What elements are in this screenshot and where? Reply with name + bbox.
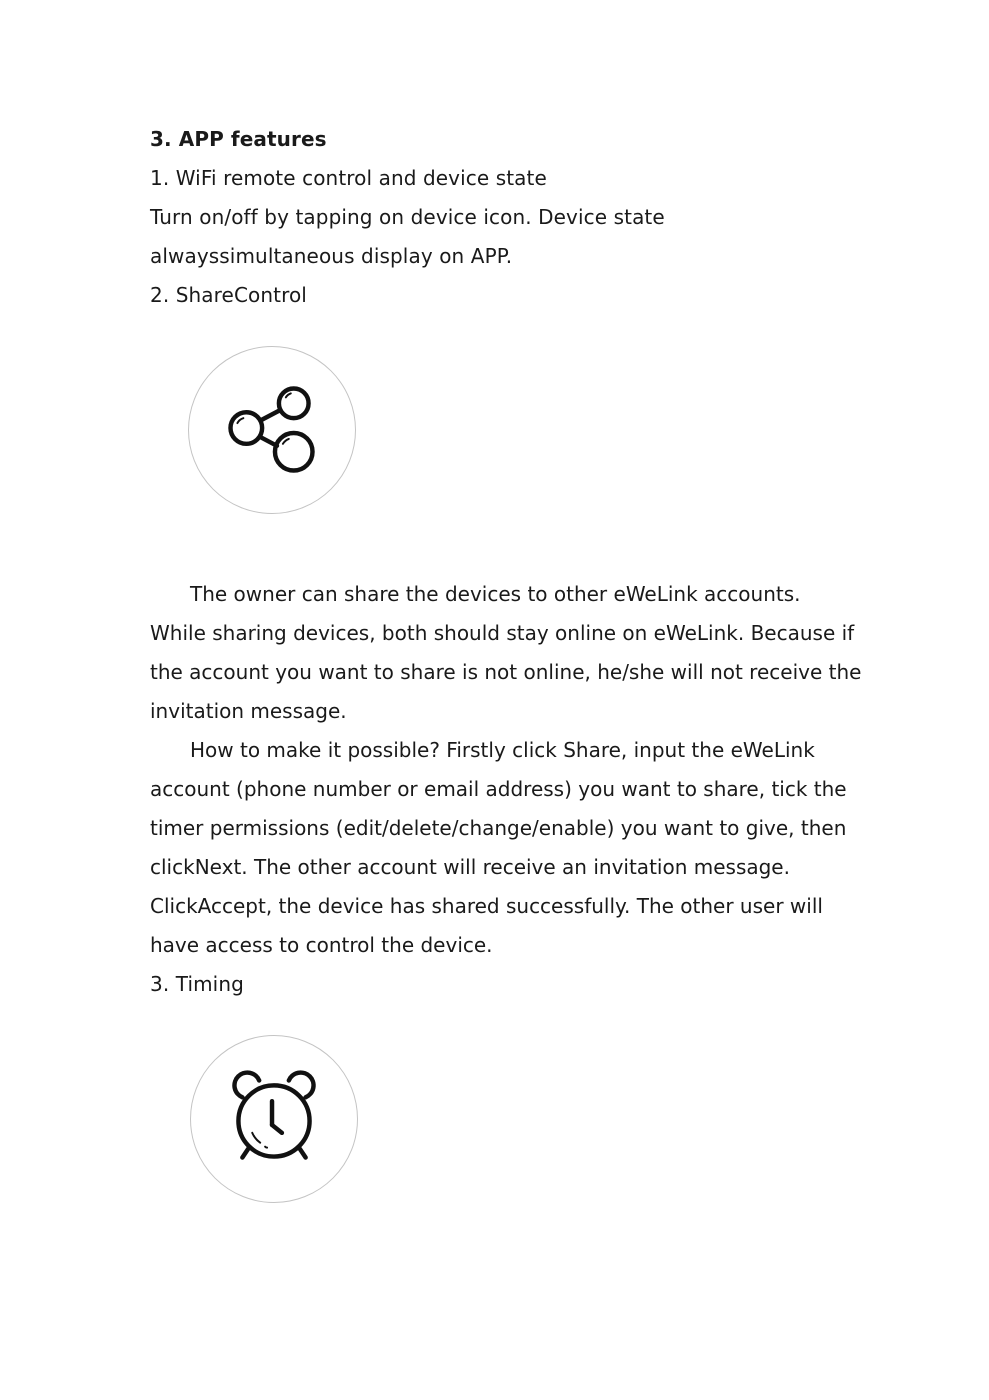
feature-1-body-line: alwayssimultaneous display on APP.	[150, 244, 513, 268]
share-icon	[189, 346, 355, 514]
alarm-icon-block	[150, 1004, 850, 1264]
share-paragraph-2-line: ClickAccept, the device has shared successfully. The other user will	[150, 894, 823, 918]
share-paragraph-2-cont	[150, 770, 847, 965]
share-paragraph-1-line: the account you want to share is not online, he/she will not receive the	[150, 660, 862, 684]
share-icon-block	[150, 315, 850, 575]
feature-1-title: 1. WiFi remote control and device state	[150, 166, 547, 190]
share-paragraph-1-line: The owner can share the devices to other eWeLink accounts.	[190, 582, 801, 606]
share-paragraph-1	[150, 575, 882, 614]
share-paragraph-2-line: account (phone number or email address) you want to share, tick the	[150, 777, 847, 801]
alarm-clock-icon	[191, 1035, 357, 1203]
share-paragraph-2-line: timer permissions (edit/delete/change/enable) you want to give, then	[150, 816, 847, 840]
feature-2-title: 2. ShareControl	[150, 283, 307, 307]
share-paragraph-2	[150, 731, 882, 770]
share-paragraph-2-line: How to make it possible? Firstly click Share, input the eWeLink	[190, 738, 815, 762]
share-paragraph-2-line: have access to control the device.	[150, 933, 493, 957]
share-icon-circle	[188, 346, 356, 514]
share-paragraph-1-line: invitation message.	[150, 699, 347, 723]
alarm-icon-circle	[190, 1035, 358, 1203]
document-page	[150, 120, 862, 1264]
section-heading: 3. APP features	[150, 127, 327, 151]
share-paragraph-2-line: clickNext. The other account will receive an invitation message.	[150, 855, 790, 879]
feature-3-title: 3. Timing	[150, 972, 244, 996]
share-paragraph-1-cont	[150, 614, 862, 731]
feature-1-body-line: Turn on/off by tapping on device icon. Device state	[150, 205, 665, 229]
share-paragraph-1-line: While sharing devices, both should stay online on eWeLink. Because if	[150, 621, 855, 645]
